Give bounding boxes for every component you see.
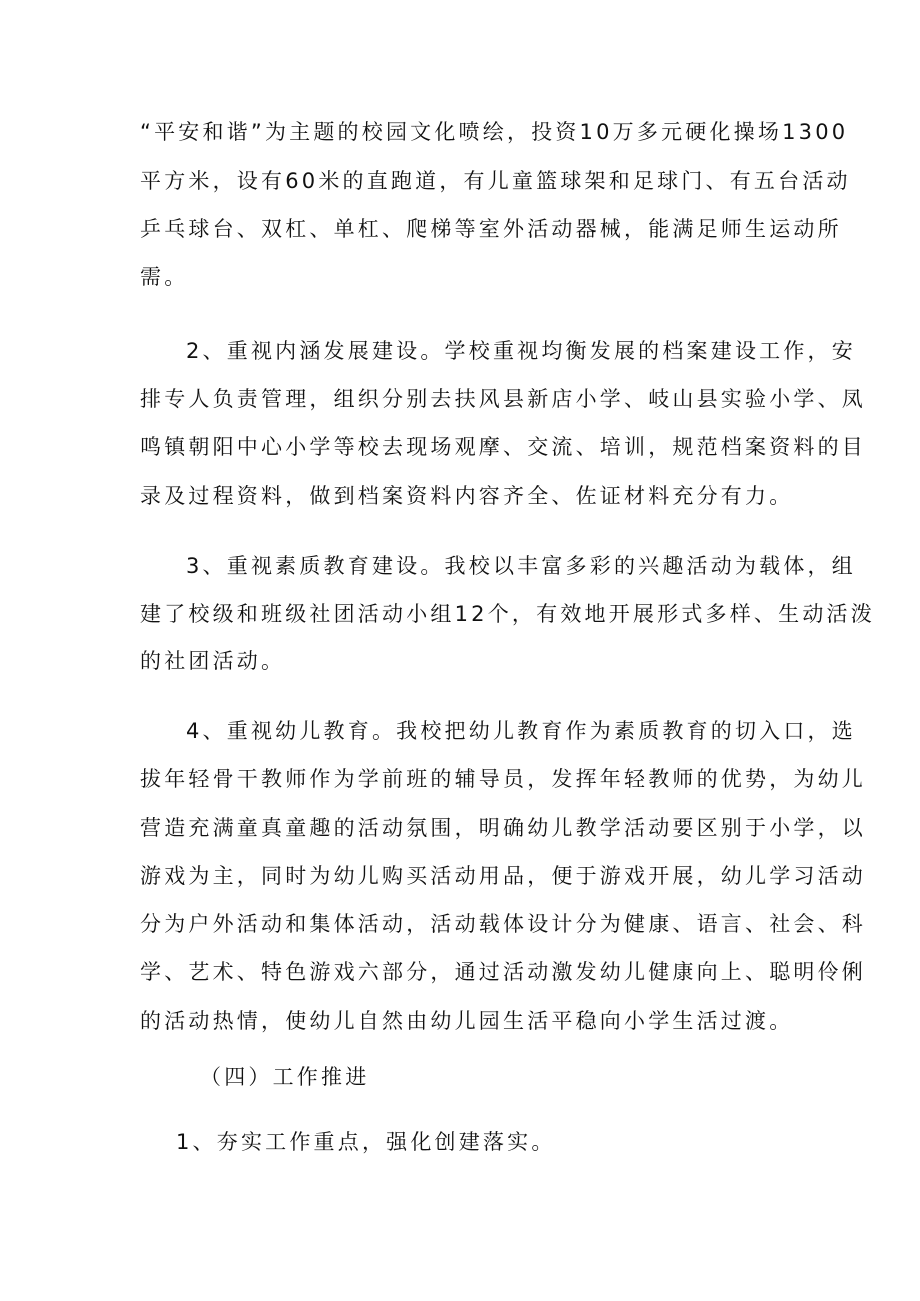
text-line: 鸣镇朝阳中心小学等校去现场观摩、交流、培训，规范档案资料的目 bbox=[140, 435, 866, 459]
section-heading: （四）工作推进 bbox=[200, 1065, 370, 1089]
paragraph-heading-3: 3、重视素质教育建设。我校以丰富多彩的兴趣活动为载体，组 bbox=[186, 554, 856, 578]
text-line: 分为户外活动和集体活动，活动载体设计分为健康、语言、社会、科 bbox=[140, 912, 866, 936]
paragraph-heading-2: 2、重视内涵发展建设。学校重视均衡发展的档案建设工作，安 bbox=[186, 339, 856, 363]
text-line: 的社团活动。 bbox=[140, 649, 286, 673]
text-line: 建了校级和班级社团活动小组12个，有效地开展形式多样、生动活泼 bbox=[140, 602, 875, 626]
text-line: 排专人负责管理，组织分别去扶风县新店小学、岐山县实验小学、凤 bbox=[140, 387, 866, 411]
text-line: 营造充满童真童趣的活动氛围，明确幼儿教学活动要区别于小学，以 bbox=[140, 816, 866, 840]
text-line: 平方米，设有60米的直跑道，有儿童篮球架和足球门、有五台活动 bbox=[140, 169, 851, 193]
text-line: 录及过程资料，做到档案资料内容齐全、佐证材料充分有力。 bbox=[140, 484, 794, 508]
subsection-heading: 1、夯实工作重点，强化创建落实。 bbox=[176, 1130, 556, 1154]
text-line: 乒乓球台、双杠、单杠、爬梯等室外活动器械，能满足师生运动所 bbox=[140, 217, 842, 241]
paragraph-heading-4: 4、重视幼儿教育。我校把幼儿教育作为素质教育的切入口，选 bbox=[186, 719, 856, 743]
text-line: “平安和谐”为主题的校园文化喷绘，投资10万多元硬化操场1300 bbox=[140, 120, 849, 144]
text-line: 游戏为主，同时为幼儿购买活动用品，便于游戏开展，幼儿学习活动 bbox=[140, 864, 866, 888]
text-line: 的活动热情，使幼儿自然由幼儿园生活平稳向小学生活过渡。 bbox=[140, 1009, 794, 1033]
text-line: 拔年轻骨干教师作为学前班的辅导员，发挥年轻教师的优势，为幼儿 bbox=[140, 767, 866, 791]
text-line: 学、艺术、特色游戏六部分，通过活动激发幼儿健康向上、聪明伶俐 bbox=[140, 960, 866, 984]
text-line: 需。 bbox=[140, 265, 189, 289]
